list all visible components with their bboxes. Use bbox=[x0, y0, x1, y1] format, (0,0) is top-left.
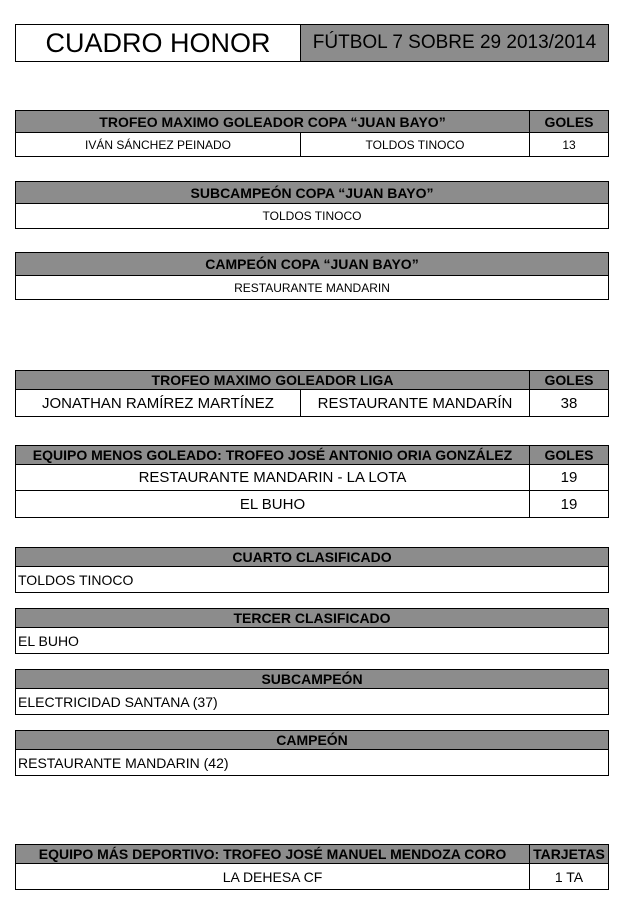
copa-subcampeon-title: SUBCAMPEÓN COPA “JUAN BAYO” bbox=[15, 181, 609, 204]
tercero-title: TERCER CLASIFICADO bbox=[15, 608, 609, 628]
subcampeon-team: ELECTRICIDAD SANTANA (37) bbox=[15, 688, 609, 715]
copa-goleador-goals-header: GOLES bbox=[529, 110, 609, 133]
liga-goleador-goals-header: GOLES bbox=[529, 370, 609, 390]
copa-campeon-title: CAMPEÓN COPA “JUAN BAYO” bbox=[15, 252, 609, 276]
copa-goleador-player: IVÁN SÁNCHEZ PEINADO bbox=[15, 132, 301, 157]
menos-goleado-row-2-goals: 19 bbox=[529, 490, 609, 518]
menos-goleado-title: EQUIPO MENOS GOLEADO: TROFEO JOSÉ ANTONIO ORIA GONZÁLEZ bbox=[15, 445, 530, 465]
deportivo-team: LA DEHESA CF bbox=[15, 863, 530, 890]
menos-goleado-row-1-team: RESTAURANTE MANDARIN - LA LOTA bbox=[15, 464, 530, 491]
campeon-team: RESTAURANTE MANDARIN (42) bbox=[15, 749, 609, 776]
liga-goleador-player: JONATHAN RAMÍREZ MARTÍNEZ bbox=[15, 389, 301, 417]
copa-subcampeon-team: TOLDOS TINOCO bbox=[15, 203, 609, 229]
copa-goleador-title: TROFEO MAXIMO GOLEADOR COPA “JUAN BAYO” bbox=[15, 110, 530, 133]
cuarto-title: CUARTO CLASIFICADO bbox=[15, 547, 609, 567]
deportivo-title: EQUIPO MÁS DEPORTIVO: TROFEO JOSÉ MANUEL MENDOZA CORO bbox=[15, 844, 530, 864]
campeon-title: CAMPEÓN bbox=[15, 730, 609, 750]
liga-goleador-team: RESTAURANTE MANDARÍN bbox=[300, 389, 530, 417]
liga-goleador-goals: 38 bbox=[529, 389, 609, 417]
subcampeon-title: SUBCAMPEÓN bbox=[15, 669, 609, 689]
deportivo-cards: 1 TA bbox=[529, 863, 609, 890]
copa-goleador-team: TOLDOS TINOCO bbox=[300, 132, 530, 157]
cuarto-team: TOLDOS TINOCO bbox=[15, 566, 609, 593]
menos-goleado-row-2-team: EL BUHO bbox=[15, 490, 530, 518]
page-title: CUADRO HONOR bbox=[15, 24, 301, 62]
copa-goleador-goals: 13 bbox=[529, 132, 609, 157]
tercero-team: EL BUHO bbox=[15, 627, 609, 654]
menos-goleado-goals-header: GOLES bbox=[529, 445, 609, 465]
menos-goleado-row-1-goals: 19 bbox=[529, 464, 609, 491]
copa-campeon-team: RESTAURANTE MANDARIN bbox=[15, 275, 609, 300]
season-subtitle: FÚTBOL 7 SOBRE 29 2013/2014 bbox=[300, 24, 609, 62]
liga-goleador-title: TROFEO MAXIMO GOLEADOR LIGA bbox=[15, 370, 530, 390]
deportivo-cards-header: TARJETAS bbox=[529, 844, 609, 864]
